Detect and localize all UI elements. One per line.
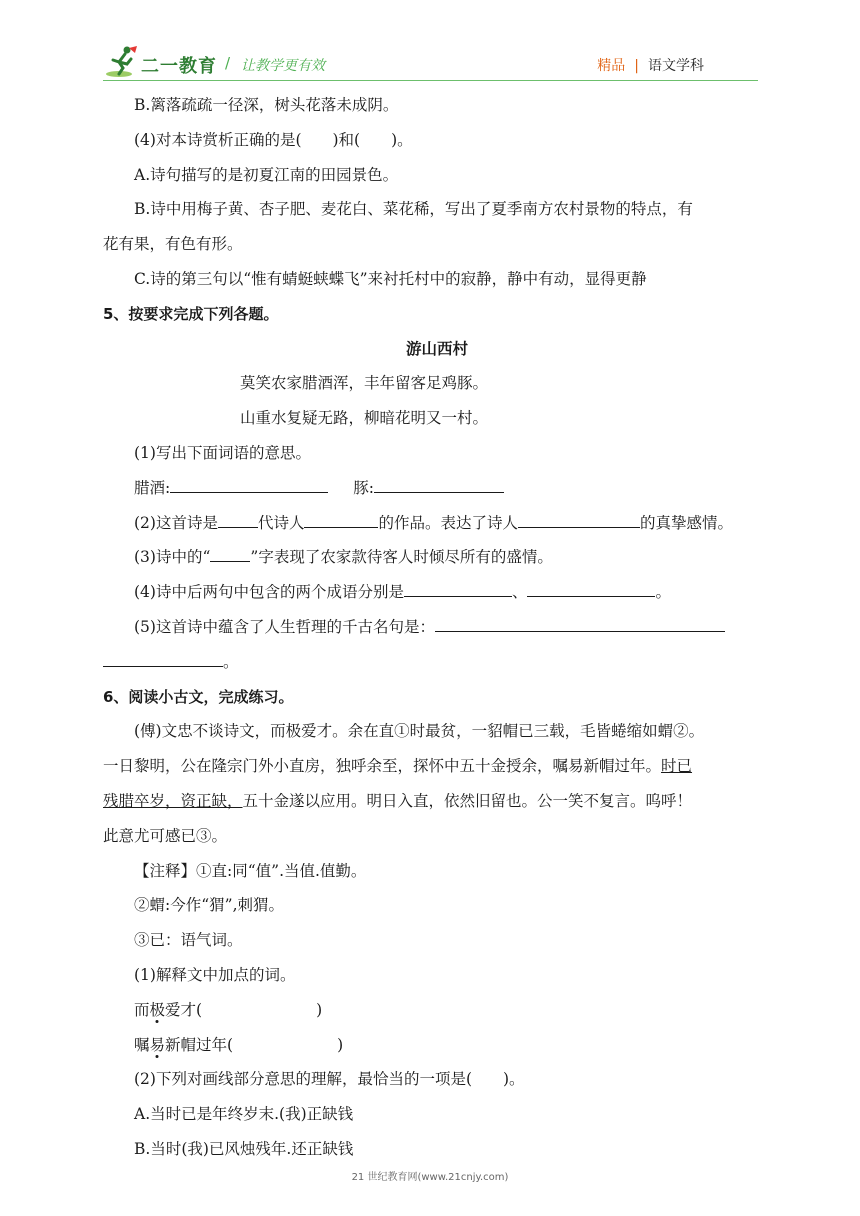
text-segment: (4)诗中后两句中包含的两个成语分别是 — [134, 583, 404, 602]
poem-line-2: 山重水复疑无路，柳暗花明又一村。 — [240, 409, 489, 428]
logo — [105, 44, 335, 84]
question-4-text: (4)对本诗赏析正确的是( )和( )。 — [134, 130, 413, 149]
text-segment: 。 — [655, 583, 671, 602]
text-segment: 的作品。表达了诗人 — [378, 513, 518, 532]
page-header — [0, 0, 860, 90]
dotted-word: 极 — [149, 1000, 166, 1019]
answer-blank[interactable] — [527, 576, 655, 597]
exercise-2: (2)下列对画线部分意思的理解，最恰当的一项是( )。 — [134, 1070, 525, 1089]
text-segment: 嘱 — [134, 1035, 150, 1054]
text-segment: 而 — [134, 1000, 150, 1019]
text-segment: 五十金遂以应用。明日入直，依然旧留也。公一笑不复言。呜呼！ — [242, 791, 693, 810]
passage-line-3 — [103, 784, 771, 819]
text-segment: 爱才( — [165, 1000, 203, 1019]
exercise-1: (1)解释文中加点的词。 — [134, 965, 296, 984]
sub-question-1: (1)写出下面词语的意思。 — [134, 443, 311, 462]
answer-blank[interactable] — [304, 507, 378, 528]
text-segment: (5)这首诗中蕴含了人生哲理的千古名句是： — [134, 617, 435, 636]
text-segment: 一日黎明，公在隆宗门外小直房，独呼余至，探怀中五十金授余，嘱易新帽过年。 — [103, 757, 662, 776]
header-right — [597, 55, 704, 75]
exercise-2-option-a: A.当时已是年终岁末.(我)正缺钱 — [134, 1105, 354, 1124]
poem-line-1: 莫笑农家腊酒浑，丰年留客足鸡豚。 — [240, 374, 489, 393]
note-3: ③已：语气词。 — [134, 931, 243, 950]
dotted-word: 易 — [149, 1035, 166, 1054]
exercise-1b — [103, 1028, 771, 1063]
question-5-heading: 5、按要求完成下列各题。 — [103, 304, 279, 323]
sub-question-5 — [103, 610, 771, 645]
page-footer: 21 世纪教育网(www.21cnjy.com) — [351, 1172, 509, 1183]
answer-blank[interactable] — [103, 646, 223, 667]
text-segment: (3)诗中的“ — [134, 548, 211, 567]
passage-line-4: 此意尤可感已③。 — [103, 826, 228, 845]
underlined-text: 时已 — [661, 757, 693, 776]
sub-question-5-cont — [103, 645, 771, 680]
logo-text: 二一教育 — [141, 56, 217, 77]
text-segment: ) — [316, 1000, 323, 1019]
poem-title: 游山西村 — [405, 339, 468, 358]
answer-blank[interactable] — [210, 541, 250, 562]
logo-separator: / — [225, 54, 231, 72]
exercise-2-option-b: B.当时(我)已风烛残年.还正缺钱 — [134, 1139, 354, 1158]
text-segment: ) — [337, 1035, 344, 1054]
answer-blank[interactable] — [435, 611, 725, 632]
answer-blank[interactable] — [218, 507, 258, 528]
text-segment: (2)这首诗是 — [134, 513, 218, 532]
text-segment: 新帽过年( — [165, 1035, 234, 1054]
option-b-line: B.篱落疏疏一径深，树头花落未成阴。 — [134, 96, 399, 114]
question-6-heading: 6、阅读小古文，完成练习。 — [103, 687, 294, 706]
text-segment: 代诗人 — [257, 513, 305, 532]
underlined-text: 残腊卒岁，资正缺， — [103, 791, 243, 810]
term-tun: 豚: — [353, 478, 374, 497]
text-segment: 、 — [511, 583, 528, 602]
document-body — [103, 88, 771, 1167]
header-divider: | — [634, 58, 639, 74]
header-rule — [103, 80, 758, 81]
option-a-line: A.诗句描写的是初夏江南的田园景色。 — [134, 165, 399, 184]
option-b-line-2: B.诗中用梅子黄、杏子肥、麦花白、菜花稀，写出了夏季南方农村景物的特点，有 — [134, 200, 693, 219]
sub-question-1-blanks — [103, 471, 771, 506]
text-segment: ”字表现了农家款待客人时倾尽所有的盛情。 — [250, 548, 553, 567]
text-segment: 的真挚感情。 — [640, 513, 734, 532]
subject-label: 语文学科 — [648, 58, 704, 74]
sub-question-2 — [103, 506, 771, 541]
logo-slogan: 让教学更有效 — [241, 58, 325, 74]
premium-badge: 精品 — [597, 58, 626, 74]
term-laijiu: 腊酒: — [134, 478, 171, 497]
option-c-line: C.诗的第三句以“惟有蜻蜓蛱蝶飞”来衬托村中的寂静，静中有动，显得更静 — [134, 269, 647, 288]
option-b-line-2-cont: 花有果，有色有形。 — [103, 235, 243, 254]
text-segment: 。 — [223, 652, 239, 671]
answer-blank[interactable] — [170, 472, 328, 493]
sub-question-4 — [103, 575, 771, 610]
answer-blank[interactable] — [518, 507, 640, 528]
note-2: ②蝟:今作“猬”,刺猬。 — [134, 896, 284, 915]
note-1: 【注释】①直:同“值”.当值.值勤。 — [134, 861, 367, 880]
answer-blank[interactable] — [404, 576, 512, 597]
exercise-1a — [103, 993, 771, 1028]
passage-line-2 — [103, 749, 771, 784]
sub-question-3 — [103, 540, 771, 575]
answer-blank[interactable] — [374, 472, 504, 493]
passage-line-1: (傅)文忠不谈诗文，而极爱才。余在直①时最贫，一貂帽已三载，毛皆蜷缩如蝟②。 — [134, 722, 705, 741]
runner-logo-icon — [105, 44, 139, 78]
